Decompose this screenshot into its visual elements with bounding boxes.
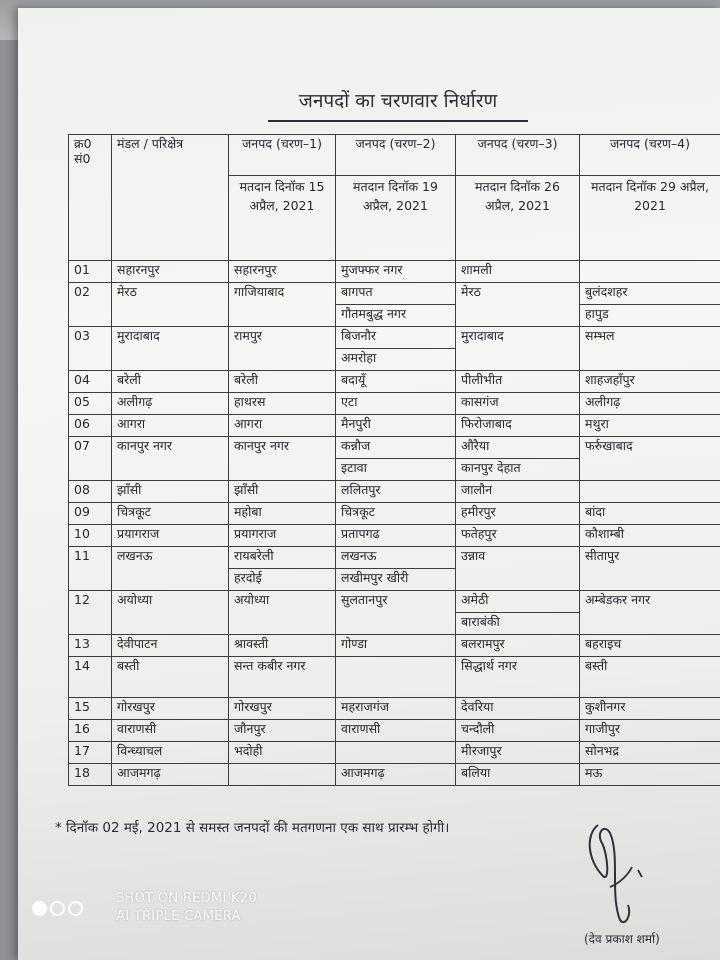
phase1-cell: महोबा	[229, 503, 336, 525]
phase2-cell: महराजगंज	[336, 698, 456, 720]
table-row	[69, 698, 720, 720]
phase1-date: मतदान दिनॉक 15 अप्रैल, 2021	[229, 176, 336, 261]
division-cell: अयोध्या	[112, 591, 229, 635]
division-cell: विन्ध्याचल	[112, 742, 229, 764]
phase4-cell: बहराइच	[580, 635, 720, 657]
phase2-cell: मैनपुरी	[336, 415, 456, 437]
phase2-cell	[336, 657, 456, 698]
phase3-cell: मुरादाबाद	[456, 327, 580, 371]
serial-cell: 01	[69, 261, 112, 283]
phase4-cell: सोनभद्र	[580, 742, 720, 764]
phase2-cell: कन्नौज	[336, 437, 456, 459]
phase2-cell: बदायूँ	[336, 371, 456, 393]
phase4-header: जनपद (चरण–4)	[580, 135, 720, 176]
phase1-cell	[229, 764, 336, 786]
phase3-cell: कासगंज	[456, 393, 580, 415]
phase2-cell: एटा	[336, 393, 456, 415]
phase4-cell: अम्बेडकर नगर	[580, 591, 720, 635]
table-row	[69, 415, 720, 437]
phase1-cell: बरेली	[229, 371, 336, 393]
division-cell: मुरादाबाद	[112, 327, 229, 371]
division-cell: देवीपाटन	[112, 635, 229, 657]
phase1-cell: अयोध्या	[229, 591, 336, 635]
table-row	[69, 764, 720, 786]
phase4-cell: बुलंदशहर	[580, 283, 720, 305]
phase1-cell: जौनपुर	[229, 720, 336, 742]
table-row	[69, 525, 720, 547]
division-cell: लखनऊ	[112, 547, 229, 591]
phase2-header: जनपद (चरण–2)	[336, 135, 456, 176]
phase1-cell: रायबरेली	[229, 547, 336, 569]
phase4-cell: कुशीनगर	[580, 698, 720, 720]
phase3-cell: हमीरपुर	[456, 503, 580, 525]
phase4-cell: हापुड	[580, 305, 720, 327]
phase3-cell: शामली	[456, 261, 580, 283]
phase2-cell: अमरोहा	[336, 349, 456, 371]
serial-cell: 04	[69, 371, 112, 393]
serial-cell: 06	[69, 415, 112, 437]
division-cell: वाराणसी	[112, 720, 229, 742]
serial-header	[69, 135, 112, 261]
phase4-cell: अलीगढ़	[580, 393, 720, 415]
phase2-cell: बिजनौर	[336, 327, 456, 349]
phase1-cell: सन्त कबीर नगर	[229, 657, 336, 698]
division-cell: गोरखपुर	[112, 698, 229, 720]
phase1-cell: श्रावस्ती	[229, 635, 336, 657]
division-cell: बस्ती	[112, 657, 229, 698]
phase2-cell: बागपत	[336, 283, 456, 305]
phase4-cell: कौशाम्बी	[580, 525, 720, 547]
phase4-cell: गाजीपुर	[580, 720, 720, 742]
serial-cell: 08	[69, 481, 112, 503]
phase-table	[68, 134, 720, 786]
phase1-header: जनपद (चरण–1)	[229, 135, 336, 176]
table-row	[69, 657, 720, 698]
phase2-cell: आजमगढ़	[336, 764, 456, 786]
division-cell: मेरठ	[112, 283, 229, 327]
phase1-cell: प्रयागराज	[229, 525, 336, 547]
table-row	[69, 503, 720, 525]
footnote: * दिनॉक 02 मई, 2021 से समस्त जनपदों की मतगणना एक साथ प्रारम्भ होगी।	[55, 820, 450, 836]
phase3-cell: औरैया	[456, 437, 580, 459]
watermark-dot-icon	[68, 901, 83, 916]
phase4-cell: शाहजहाँपुर	[580, 371, 720, 393]
phase3-header: जनपद (चरण–3)	[456, 135, 580, 176]
phase3-cell: बलिया	[456, 764, 580, 786]
table-row	[69, 635, 720, 657]
phase4-cell: बांदा	[580, 503, 720, 525]
serial-cell: 13	[69, 635, 112, 657]
phase2-cell: गौतमबुद्ध नगर	[336, 305, 456, 327]
phase2-date: मतदान दिनॉक 19 अप्रैल, 2021	[336, 176, 456, 261]
serial-cell: 03	[69, 327, 112, 371]
division-cell: बरेली	[112, 371, 229, 393]
phase1-cell: कानपुर नगर	[229, 437, 336, 481]
division-cell: आजमगढ़	[112, 764, 229, 786]
serial-cell: 18	[69, 764, 112, 786]
division-cell: प्रयागराज	[112, 525, 229, 547]
phase1-cell: रामपुर	[229, 327, 336, 371]
division-cell: झाँसी	[112, 481, 229, 503]
camera-watermark	[116, 890, 257, 926]
watermark-line1: SHOT ON REDMI K20	[116, 891, 258, 906]
phase1-cell: सहारनपुर	[229, 261, 336, 283]
serial-cell: 12	[69, 591, 112, 635]
phase4-cell	[580, 481, 720, 503]
phase2-cell: चित्रकूट	[336, 503, 456, 525]
serial-header-line2: सं0	[74, 151, 91, 166]
phase2-cell: सुलतानपुर	[336, 591, 456, 635]
division-cell: सहारनपुर	[112, 261, 229, 283]
phase4-cell: मथुरा	[580, 415, 720, 437]
serial-cell: 09	[69, 503, 112, 525]
watermark-dot-icon	[50, 901, 65, 916]
phase1-cell: झाँसी	[229, 481, 336, 503]
signature-mark	[580, 815, 690, 935]
phase2-cell: वाराणसी	[336, 720, 456, 742]
phase4-cell: फर्रुखाबाद	[580, 437, 720, 481]
phase4-cell: बस्ती	[580, 657, 720, 698]
table-row	[69, 283, 720, 305]
phase1-cell: गोरखपुर	[229, 698, 336, 720]
table-header-row	[69, 135, 720, 176]
phase1-cell: हरदोई	[229, 569, 336, 591]
phase3-cell: पीलीभीत	[456, 371, 580, 393]
page-title: जनपदों का चरणवार निर्धारण	[268, 86, 528, 122]
phase3-cell: उन्नाव	[456, 547, 580, 591]
table-row	[69, 591, 720, 613]
serial-cell: 14	[69, 657, 112, 698]
phase4-cell	[580, 261, 720, 283]
phase3-cell: मीरजापुर	[456, 742, 580, 764]
serial-cell: 15	[69, 698, 112, 720]
division-cell: आगरा	[112, 415, 229, 437]
phase2-cell: लखीमपुर खीरी	[336, 569, 456, 591]
serial-header-line1: क्र0	[74, 136, 92, 151]
division-header: मंडल / परिक्षेत्र	[112, 135, 229, 261]
table-row	[69, 327, 720, 349]
serial-cell: 02	[69, 283, 112, 327]
phase3-cell: देवरिया	[456, 698, 580, 720]
signature-name: (देव प्रकाश शर्मा)	[584, 932, 660, 946]
phase3-cell: जालौन	[456, 481, 580, 503]
phase2-cell: गोण्डा	[336, 635, 456, 657]
table-row	[69, 261, 720, 283]
phase2-cell: लखनऊ	[336, 547, 456, 569]
phase4-cell: सीतापुर	[580, 547, 720, 591]
division-cell: कानपुर नगर	[112, 437, 229, 481]
phase1-cell: आगरा	[229, 415, 336, 437]
phase3-cell: चन्दौली	[456, 720, 580, 742]
phase3-cell: बाराबंकी	[456, 613, 580, 635]
table-row	[69, 547, 720, 569]
table-row	[69, 393, 720, 415]
phase2-cell	[336, 742, 456, 764]
phase3-date: मतदान दिनॉक 26 अप्रैल, 2021	[456, 176, 580, 261]
watermark-line2: AI TRIPLE CAMERA	[116, 909, 241, 924]
phase3-cell: अमेठी	[456, 591, 580, 613]
phase1-cell: हाथरस	[229, 393, 336, 415]
phase3-cell: फतेहपुर	[456, 525, 580, 547]
phase2-cell: मुजफ्फर नगर	[336, 261, 456, 283]
table-row	[69, 371, 720, 393]
phase1-cell: भदोही	[229, 742, 336, 764]
phase3-cell: कानपुर देहात	[456, 459, 580, 481]
phase4-cell: सम्भल	[580, 327, 720, 371]
phase3-cell: सिद्धार्थ नगर	[456, 657, 580, 698]
table-row	[69, 720, 720, 742]
division-cell: अलीगढ़	[112, 393, 229, 415]
phase3-cell: फिरोजाबाद	[456, 415, 580, 437]
table-row	[69, 481, 720, 503]
table-row	[69, 437, 720, 459]
watermark-dots-icon	[32, 901, 83, 916]
serial-cell: 10	[69, 525, 112, 547]
phase2-cell: इटावा	[336, 459, 456, 481]
phase1-cell: गाजियाबाद	[229, 283, 336, 327]
serial-cell: 11	[69, 547, 112, 591]
serial-cell: 17	[69, 742, 112, 764]
serial-cell: 16	[69, 720, 112, 742]
table-row	[69, 742, 720, 764]
phase4-date: मतदान दिनॉक 29 अप्रैल, 2021	[580, 176, 720, 261]
watermark-dot-icon	[32, 901, 47, 916]
serial-cell: 05	[69, 393, 112, 415]
phase3-cell: मेरठ	[456, 283, 580, 327]
division-cell: चित्रकूट	[112, 503, 229, 525]
phase2-cell: प्रतापगढ	[336, 525, 456, 547]
phase3-cell: बलरामपुर	[456, 635, 580, 657]
serial-cell: 07	[69, 437, 112, 481]
phase4-cell: मऊ	[580, 764, 720, 786]
phase2-cell: ललितपुर	[336, 481, 456, 503]
